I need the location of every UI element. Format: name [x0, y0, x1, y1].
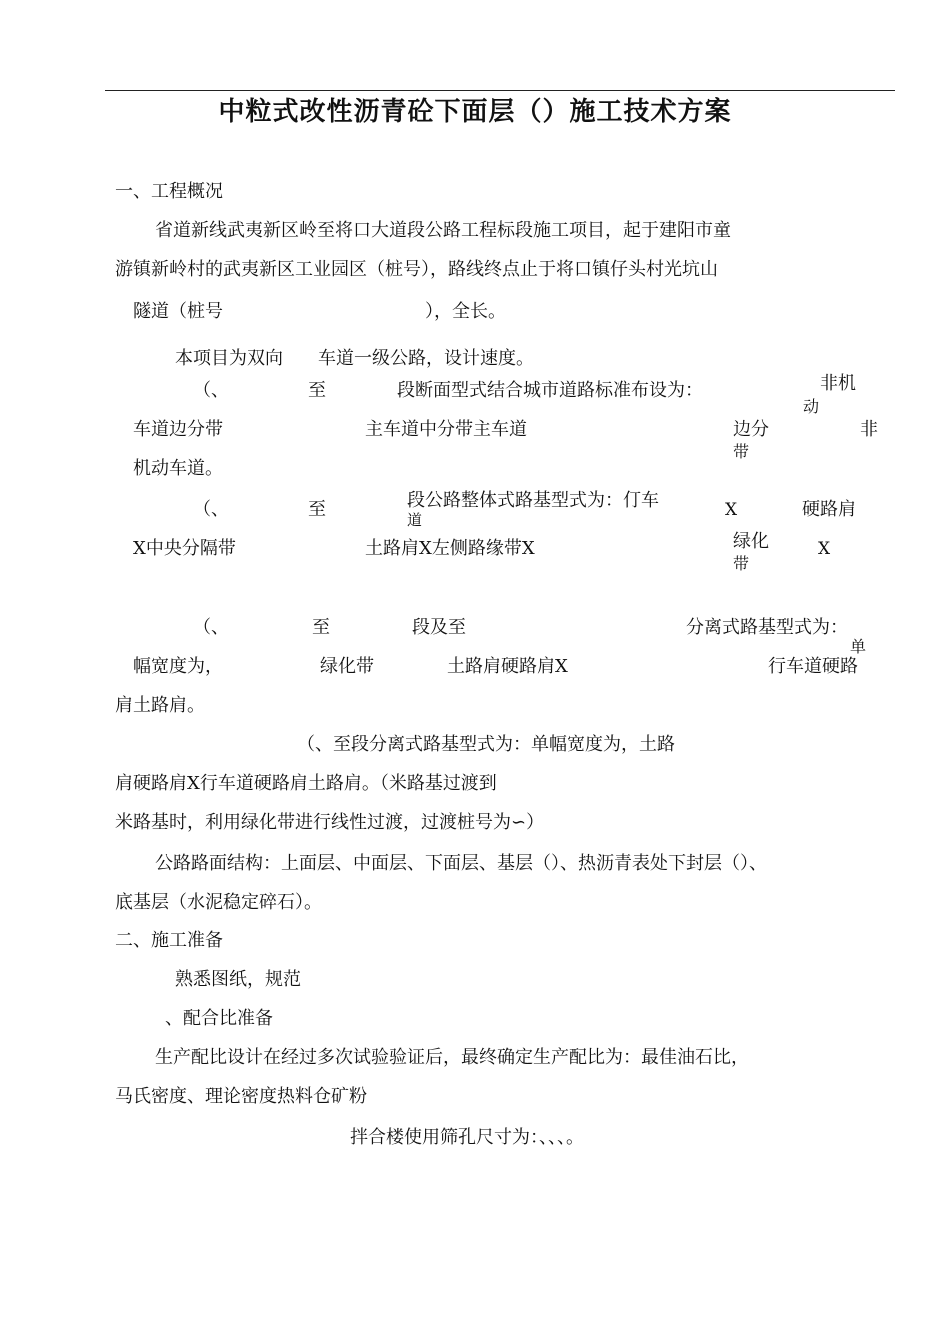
text-fragment: 至 — [308, 380, 326, 401]
clipped-text-fragment: 单 — [850, 637, 867, 656]
text-fragment: X — [818, 539, 831, 559]
text-fragment: 边分 — [733, 419, 769, 440]
text-fragment: （、 — [193, 617, 229, 638]
clipped-text-fragment: 动 — [803, 397, 820, 416]
text-fragment: 绿化 — [733, 531, 769, 552]
section-heading-preparation: 二、施工准备 — [115, 930, 223, 951]
text-fragment: 至 — [312, 617, 330, 638]
text-fragment: 道 — [407, 511, 423, 529]
text-fragment: X — [725, 500, 738, 520]
paragraph-line: 肩硬路肩X行车道硬路肩土路肩。（米路基过渡到 — [115, 773, 497, 794]
paragraph-line: 本项目为双向 — [175, 348, 283, 369]
paragraph-line: 机动车道。 — [133, 458, 223, 479]
text-fragment: 非机 — [820, 373, 856, 394]
text-fragment: 绿化带 — [320, 656, 374, 677]
paragraph-line: 车道一级公路，设计速度。 — [318, 348, 534, 369]
text-fragment: 硬路肩 — [802, 499, 856, 520]
text-fragment: 段及至 — [412, 617, 466, 638]
clipped-text-fragment: 带 — [733, 554, 750, 573]
paragraph-line: 隧道（桩号 — [133, 301, 223, 322]
paragraph-line: 生产配比设计在经过多次试验验证后，最终确定生产配比为：最佳油石比， — [155, 1047, 749, 1068]
section-heading-overview: 一、工程概况 — [115, 181, 223, 202]
header-rule — [105, 90, 895, 91]
text-fragment: 幅宽度为， — [133, 656, 223, 677]
text-fragment: 非 — [860, 419, 878, 440]
paragraph-line: 游镇新岭村的武夷新区工业园区（桩号），路线终点止于将口镇仔头村光坑山 — [115, 259, 718, 280]
paragraph-line: 肩土路肩。 — [115, 695, 205, 716]
paragraph-line: ），全长。 — [425, 301, 506, 322]
text-fragment: 至 — [308, 499, 326, 520]
paragraph-line: 、配合比准备 — [165, 1008, 273, 1029]
document-title: 中粒式改性沥青砼下面层（）施工技术方案 — [218, 97, 732, 127]
paragraph-line: 米路基时，利用绿化带进行线性过渡，过渡桩号为∽） — [115, 812, 545, 833]
paragraph-line: （、至段分离式路基型式为：单幅宽度为，土路 — [297, 734, 675, 755]
text-fragment: 土路肩X左侧路缘带X — [365, 538, 535, 559]
clipped-text-fragment: 带 — [733, 442, 750, 461]
text-fragment: （、 — [193, 380, 229, 401]
text-fragment: 土路肩硬路肩X — [447, 656, 568, 677]
paragraph-line: 底基层（水泥稳定碎石）。 — [115, 892, 322, 913]
paragraph-line: 马氏密度、理论密度热料仓矿粉 — [115, 1086, 367, 1107]
text-fragment: 段公路整体式路基型式为：仃车 — [407, 490, 659, 511]
paragraph-line: 省道新线武夷新区岭至将口大道段公路工程标段施工项目，起于建阳市童 — [155, 220, 731, 241]
text-fragment: 车道边分带 — [133, 419, 223, 440]
text-fragment: 行车道硬路 — [768, 656, 858, 677]
paragraph-line: 拌合楼使用筛孔尺寸为：、、、。 — [350, 1127, 584, 1148]
text-fragment: （、 — [193, 499, 229, 520]
paragraph-line: 公路路面结构：上面层、中面层、下面层、基层（）、热沥青表处下封层（）、 — [155, 853, 767, 874]
text-fragment: 分离式路基型式为： — [686, 617, 848, 638]
text-fragment: 主车道中分带主车道 — [365, 419, 527, 440]
text-fragment: 段断面型式结合城市道路标准布设为： — [397, 380, 703, 401]
paragraph-line: 熟悉图纸，规范 — [175, 969, 301, 990]
text-fragment: X中央分隔带 — [133, 538, 236, 559]
